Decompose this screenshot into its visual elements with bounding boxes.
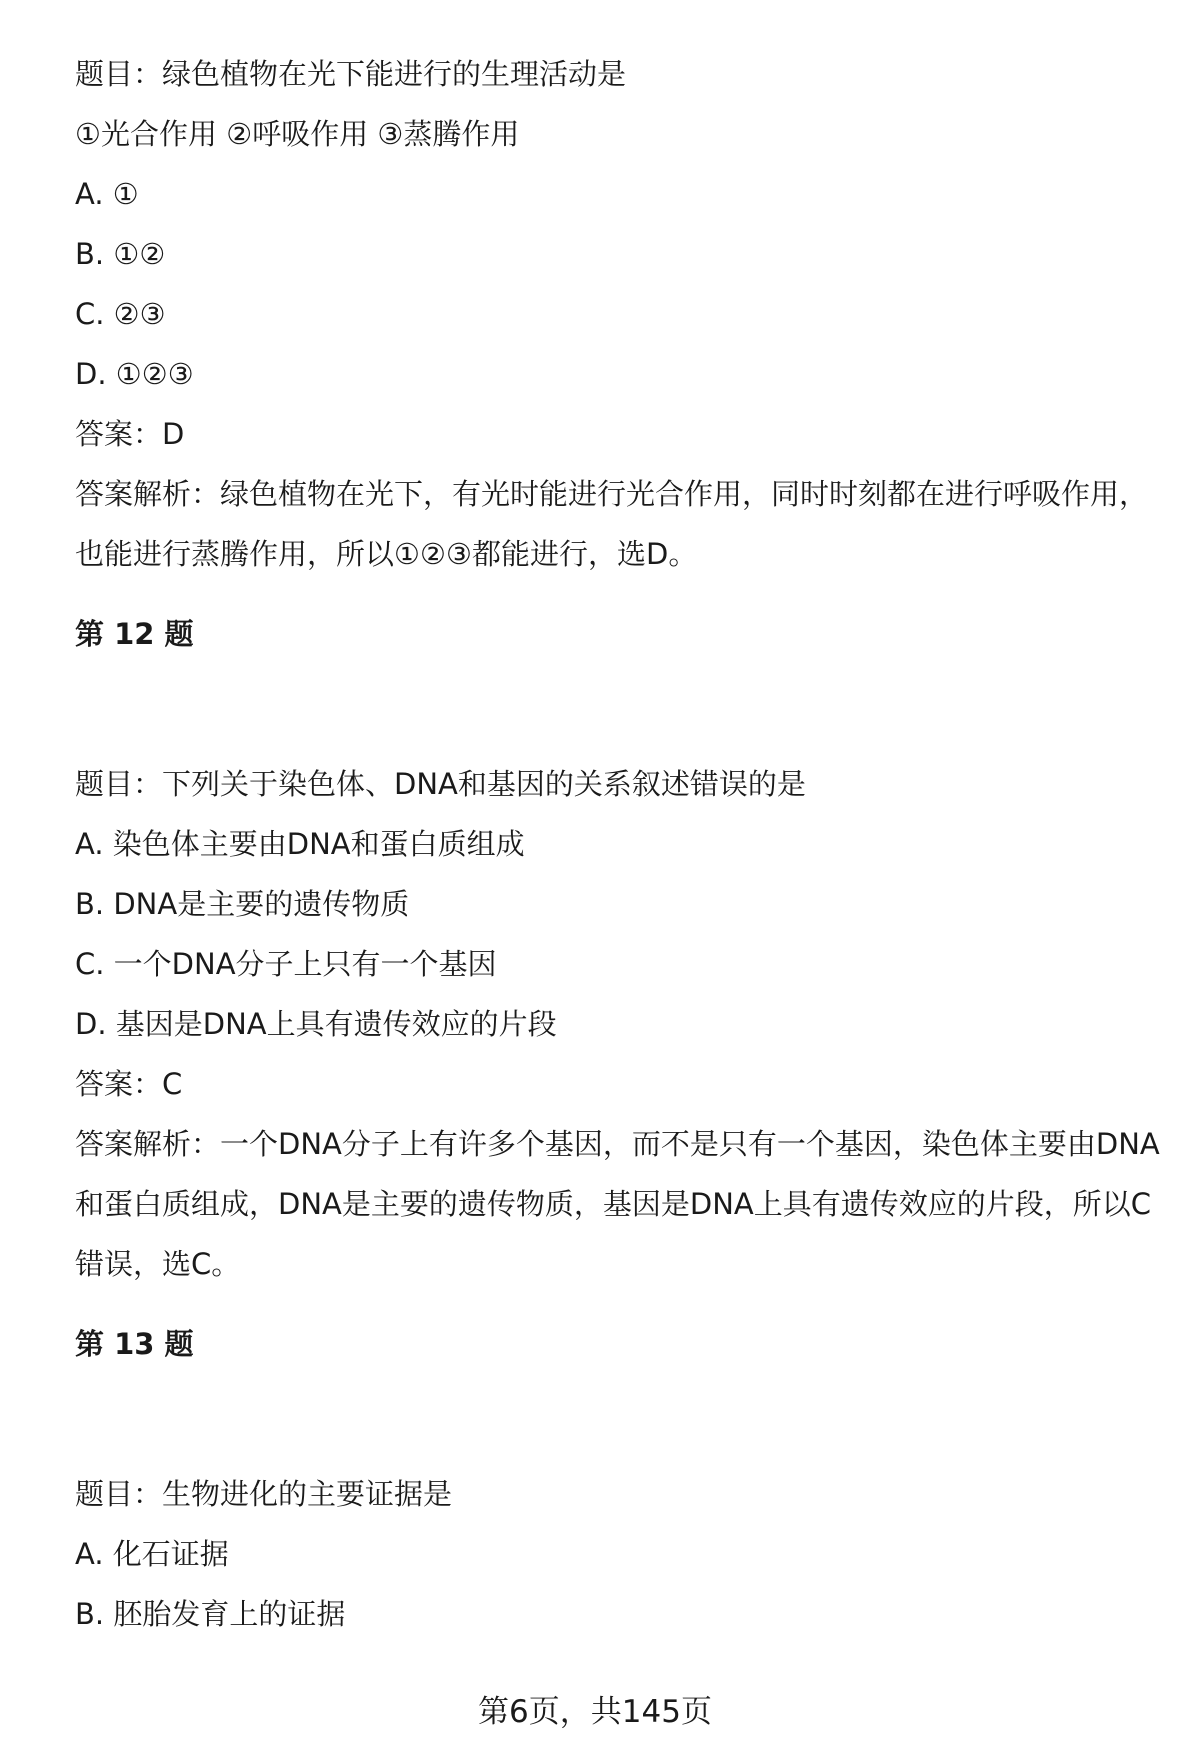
question-11-option-b: B. ①② — [75, 237, 166, 271]
question-13-text: 题目：生物进化的主要证据是 — [75, 1477, 453, 1511]
question-11-text: 题目：绿色植物在光下能进行的生理活动是 — [75, 57, 627, 91]
question-11-statements: ①光合作用 ②呼吸作用 ③蒸腾作用 — [75, 117, 520, 151]
question-12-option-c: C. 一个DNA分子上只有一个基因 — [75, 947, 497, 981]
question-11-option-c: C. ②③ — [75, 297, 166, 331]
question-12-option-a: A. 染色体主要由DNA和蛋白质组成 — [75, 827, 525, 861]
question-13-option-a: A. 化石证据 — [75, 1537, 229, 1571]
question-11-block — [75, 44, 1165, 584]
question-13-heading: 第 13 题 — [75, 1327, 194, 1361]
question-13-option-b: B. 胚胎发育上的证据 — [75, 1597, 346, 1631]
question-12-answer: 答案：C — [75, 1067, 183, 1101]
spacer — [75, 664, 1165, 754]
question-11-answer: 答案：D — [75, 417, 185, 451]
question-11-analysis: 答案解析：绿色植物在光下，有光时能进行光合作用，同时时刻都在进行呼吸作用，也能进行蒸腾作用，所以①②③都能进行，选D。 — [75, 477, 1149, 571]
question-12-heading: 第 12 题 — [75, 617, 194, 651]
question-12-block — [75, 604, 1165, 1294]
question-12-option-d: D. 基因是DNA上具有遗传效应的片段 — [75, 1007, 557, 1041]
question-12-text: 题目：下列关于染色体、DNA和基因的关系叙述错误的是 — [75, 767, 806, 801]
document-page — [75, 44, 1165, 1644]
question-11-option-a: A. ① — [75, 177, 139, 211]
question-12-option-b: B. DNA是主要的遗传物质 — [75, 887, 410, 921]
spacer — [75, 1374, 1165, 1464]
question-12-analysis: 答案解析：一个DNA分子上有许多个基因，而不是只有一个基因，染色体主要由DNA和蛋白质组成，DNA是主要的遗传物质，基因是DNA上具有遗传效应的片段，所以C错误，选C。 — [75, 1127, 1160, 1281]
question-13-block — [75, 1314, 1165, 1644]
page-number-footer: 第6页，共145页 — [478, 1694, 712, 1730]
question-11-option-d: D. ①②③ — [75, 357, 194, 391]
